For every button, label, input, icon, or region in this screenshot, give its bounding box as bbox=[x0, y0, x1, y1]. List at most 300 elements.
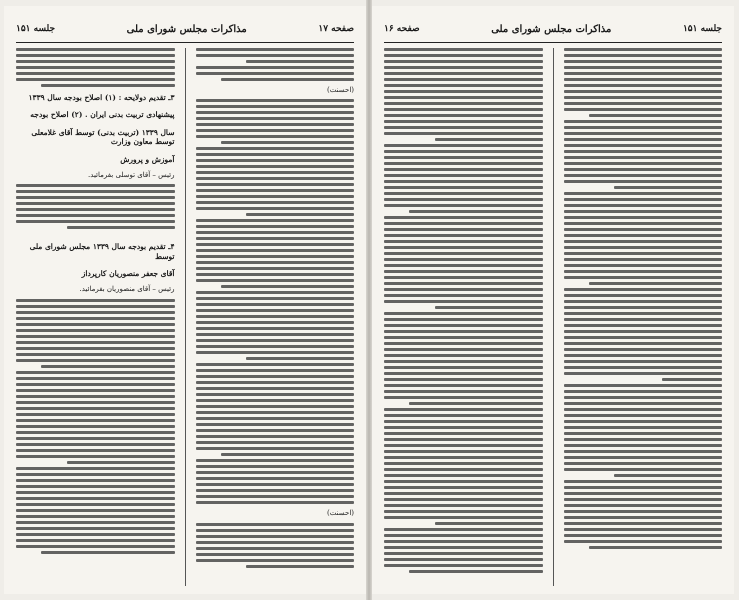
text-line bbox=[196, 541, 355, 544]
text-line bbox=[384, 168, 543, 171]
text-line bbox=[564, 456, 723, 459]
text-line bbox=[16, 539, 175, 542]
text-line bbox=[564, 534, 723, 537]
text-line bbox=[564, 486, 723, 489]
left-page-col-left bbox=[16, 48, 175, 586]
text-line bbox=[196, 111, 355, 114]
text-line bbox=[196, 405, 355, 408]
text-line bbox=[589, 546, 722, 549]
text-line bbox=[384, 132, 543, 135]
text-line bbox=[384, 480, 543, 483]
text-line bbox=[384, 462, 543, 465]
text-line bbox=[564, 252, 723, 255]
text-line bbox=[196, 279, 355, 282]
text-line bbox=[564, 54, 723, 57]
text-line bbox=[196, 147, 355, 150]
text-line bbox=[384, 504, 543, 507]
text-line bbox=[246, 357, 354, 360]
text-line bbox=[564, 240, 723, 243]
text-line bbox=[16, 60, 175, 63]
text-line bbox=[564, 450, 723, 453]
text-line bbox=[384, 510, 543, 513]
text-line bbox=[196, 477, 355, 480]
text-line bbox=[384, 246, 543, 249]
text-line bbox=[196, 54, 355, 57]
text-line bbox=[384, 156, 543, 159]
text-line bbox=[196, 423, 355, 426]
text-line bbox=[564, 48, 723, 51]
text-line bbox=[564, 468, 723, 471]
text-line bbox=[221, 285, 354, 288]
text-line bbox=[564, 444, 723, 447]
text-line bbox=[564, 96, 723, 99]
text-line bbox=[16, 455, 175, 458]
right-page bbox=[372, 6, 734, 594]
text-line bbox=[384, 90, 543, 93]
text-line bbox=[435, 522, 543, 525]
text-line bbox=[564, 360, 723, 363]
text-line bbox=[16, 335, 175, 338]
text-line bbox=[196, 225, 355, 228]
text-line bbox=[384, 162, 543, 165]
text-line bbox=[564, 180, 723, 183]
text-line bbox=[16, 533, 175, 536]
text-line bbox=[221, 453, 354, 456]
text-line bbox=[564, 408, 723, 411]
text-line bbox=[16, 66, 175, 69]
text-line bbox=[384, 534, 543, 537]
text-line bbox=[16, 389, 175, 392]
right-page-col-right bbox=[564, 48, 723, 586]
text-line bbox=[16, 48, 175, 51]
text-line bbox=[196, 129, 355, 132]
text-line bbox=[16, 413, 175, 416]
text-line bbox=[564, 540, 723, 543]
text-line bbox=[564, 516, 723, 519]
text-line bbox=[564, 372, 723, 375]
text-line bbox=[564, 102, 723, 105]
text-line bbox=[16, 317, 175, 320]
text-line bbox=[409, 210, 542, 213]
text-line bbox=[196, 529, 355, 532]
text-line bbox=[384, 378, 543, 381]
text-line bbox=[196, 255, 355, 258]
text-line bbox=[41, 551, 174, 554]
text-line bbox=[196, 249, 355, 252]
text-line bbox=[196, 183, 355, 186]
right-page-header bbox=[384, 20, 722, 38]
text-line bbox=[16, 383, 175, 386]
text-line bbox=[564, 288, 723, 291]
text-line bbox=[564, 156, 723, 159]
text-line bbox=[196, 381, 355, 384]
text-line bbox=[196, 399, 355, 402]
text-line bbox=[384, 336, 543, 339]
text-line bbox=[384, 174, 543, 177]
text-line bbox=[384, 216, 543, 219]
text-line bbox=[564, 78, 723, 81]
text-line bbox=[564, 294, 723, 297]
left-heading-5: ۴ـ تقدیم بودجه سال ۱۳۳۹ مجلس شورای ملی توسط bbox=[29, 242, 175, 261]
text-line bbox=[196, 465, 355, 468]
left-page bbox=[4, 6, 366, 594]
left-page-session: جلسه ۱۵۱ bbox=[16, 24, 56, 34]
text-line bbox=[564, 132, 723, 135]
text-line bbox=[384, 432, 543, 435]
left-heading-6: آقای جعفر منصوریان کارپرداز bbox=[81, 269, 175, 279]
text-line bbox=[564, 420, 723, 423]
text-line bbox=[196, 261, 355, 264]
text-line bbox=[196, 547, 355, 550]
text-line bbox=[16, 437, 175, 440]
text-line bbox=[384, 84, 543, 87]
text-line bbox=[384, 114, 543, 117]
text-line bbox=[16, 503, 175, 506]
text-line bbox=[196, 363, 355, 366]
text-line bbox=[384, 78, 543, 81]
text-line bbox=[196, 501, 355, 504]
text-line bbox=[435, 306, 543, 309]
text-line bbox=[246, 213, 354, 216]
text-line bbox=[16, 371, 175, 374]
text-line bbox=[196, 123, 355, 126]
left-page-col-right bbox=[196, 48, 355, 586]
text-line bbox=[384, 420, 543, 423]
text-line bbox=[196, 321, 355, 324]
text-line bbox=[16, 467, 175, 470]
text-line bbox=[384, 204, 543, 207]
text-line bbox=[384, 192, 543, 195]
text-line bbox=[196, 165, 355, 168]
text-line bbox=[384, 354, 543, 357]
left-heading-2: پیشنهادی تربیت بدنی ایران . (۲) اصلاح بودجه bbox=[30, 110, 175, 120]
text-line bbox=[196, 459, 355, 462]
text-line bbox=[16, 341, 175, 344]
text-line bbox=[16, 72, 175, 75]
text-line bbox=[16, 78, 175, 81]
text-line bbox=[384, 150, 543, 153]
left-page-header bbox=[16, 20, 354, 38]
text-line bbox=[16, 232, 175, 236]
text-line bbox=[564, 276, 723, 279]
text-line bbox=[384, 414, 543, 417]
text-line bbox=[564, 528, 723, 531]
text-line bbox=[196, 105, 355, 108]
right-page-number: صفحه ۱۶ bbox=[384, 24, 420, 34]
text-line bbox=[384, 324, 543, 327]
text-line bbox=[196, 471, 355, 474]
text-line bbox=[564, 216, 723, 219]
text-line bbox=[196, 333, 355, 336]
text-line bbox=[16, 190, 175, 193]
text-line bbox=[196, 553, 355, 556]
text-line bbox=[589, 114, 722, 117]
text-line bbox=[564, 498, 723, 501]
text-line bbox=[384, 126, 543, 129]
text-line bbox=[16, 359, 175, 362]
text-line bbox=[16, 449, 175, 452]
text-line bbox=[564, 60, 723, 63]
left-header-rule bbox=[16, 42, 354, 43]
text-line bbox=[196, 559, 355, 562]
text-line bbox=[16, 419, 175, 422]
text-line bbox=[384, 408, 543, 411]
text-line bbox=[564, 108, 723, 111]
text-line bbox=[564, 390, 723, 393]
right-page-session: جلسه ۱۵۱ bbox=[682, 24, 722, 34]
left-page-columns bbox=[16, 48, 354, 586]
left-column-divider bbox=[185, 48, 186, 586]
left-page-title: مذاکرات مجلس شورای ملی bbox=[126, 23, 247, 35]
text-line bbox=[16, 395, 175, 398]
text-line bbox=[384, 372, 543, 375]
text-line bbox=[614, 186, 722, 189]
text-line bbox=[16, 305, 175, 308]
text-line bbox=[196, 309, 355, 312]
text-line bbox=[196, 429, 355, 432]
text-line bbox=[384, 186, 543, 189]
right-page-col-left bbox=[384, 48, 543, 586]
text-line bbox=[564, 504, 723, 507]
text-line bbox=[564, 246, 723, 249]
text-line bbox=[384, 456, 543, 459]
text-line bbox=[384, 108, 543, 111]
text-line bbox=[564, 426, 723, 429]
text-line bbox=[16, 220, 175, 223]
text-line bbox=[384, 270, 543, 273]
text-line bbox=[564, 210, 723, 213]
text-line bbox=[196, 171, 355, 174]
text-line bbox=[16, 425, 175, 428]
text-line bbox=[564, 522, 723, 525]
text-line bbox=[16, 545, 175, 548]
text-line bbox=[384, 72, 543, 75]
text-line bbox=[564, 480, 723, 483]
text-line bbox=[564, 396, 723, 399]
right-page-title: مذاکرات مجلس شورای ملی bbox=[491, 23, 612, 35]
text-line bbox=[564, 366, 723, 369]
text-line bbox=[196, 117, 355, 120]
text-line bbox=[435, 138, 543, 141]
text-line bbox=[409, 570, 542, 573]
text-line bbox=[196, 72, 355, 75]
text-line bbox=[384, 276, 543, 279]
text-line bbox=[196, 303, 355, 306]
text-line bbox=[196, 441, 355, 444]
text-line bbox=[16, 353, 175, 356]
text-line bbox=[384, 426, 543, 429]
right-column-divider bbox=[553, 48, 554, 586]
left-page-number: صفحه ۱۷ bbox=[318, 24, 354, 34]
text-line bbox=[564, 150, 723, 153]
text-line bbox=[16, 202, 175, 205]
text-line bbox=[564, 300, 723, 303]
text-line bbox=[564, 492, 723, 495]
text-line bbox=[564, 138, 723, 141]
text-line bbox=[384, 234, 543, 237]
text-line bbox=[384, 240, 543, 243]
text-line bbox=[196, 231, 355, 234]
text-line bbox=[196, 315, 355, 318]
text-line bbox=[564, 438, 723, 441]
text-line bbox=[384, 390, 543, 393]
text-line bbox=[564, 384, 723, 387]
text-line bbox=[16, 473, 175, 476]
text-line bbox=[16, 443, 175, 446]
text-line bbox=[564, 402, 723, 405]
text-line bbox=[196, 267, 355, 270]
text-line bbox=[384, 312, 543, 315]
right-page-columns bbox=[384, 48, 722, 586]
text-line bbox=[564, 462, 723, 465]
text-line bbox=[564, 312, 723, 315]
text-line bbox=[564, 510, 723, 513]
text-line bbox=[196, 177, 355, 180]
text-line bbox=[384, 198, 543, 201]
text-line bbox=[564, 120, 723, 123]
text-line bbox=[246, 60, 354, 63]
text-line bbox=[196, 483, 355, 486]
text-line bbox=[384, 396, 543, 399]
text-line bbox=[384, 252, 543, 255]
text-line bbox=[16, 347, 175, 350]
text-line bbox=[564, 354, 723, 357]
text-line bbox=[564, 228, 723, 231]
text-line bbox=[384, 288, 543, 291]
text-line bbox=[564, 318, 723, 321]
text-line bbox=[564, 306, 723, 309]
text-line bbox=[384, 258, 543, 261]
text-line bbox=[564, 66, 723, 69]
text-line bbox=[564, 234, 723, 237]
text-line bbox=[196, 411, 355, 414]
text-line bbox=[196, 297, 355, 300]
text-line bbox=[564, 162, 723, 165]
text-line bbox=[196, 219, 355, 222]
text-line bbox=[564, 324, 723, 327]
left-col2-snippet-1: رئیس – آقای توسلی بفرمائید. bbox=[88, 170, 175, 179]
text-line bbox=[16, 377, 175, 380]
text-line bbox=[196, 369, 355, 372]
text-line bbox=[41, 365, 174, 368]
text-line bbox=[196, 327, 355, 330]
text-line bbox=[384, 486, 543, 489]
text-line bbox=[384, 468, 543, 471]
text-line bbox=[16, 485, 175, 488]
text-line bbox=[384, 498, 543, 501]
text-line bbox=[384, 330, 543, 333]
text-line bbox=[16, 527, 175, 530]
text-line bbox=[564, 198, 723, 201]
text-line bbox=[221, 78, 354, 81]
text-line bbox=[384, 360, 543, 363]
text-line bbox=[196, 345, 355, 348]
text-line bbox=[384, 450, 543, 453]
text-line bbox=[589, 282, 722, 285]
text-line bbox=[246, 565, 354, 568]
text-line bbox=[196, 387, 355, 390]
left-heading-4: آموزش و پرورش bbox=[120, 154, 175, 164]
text-line bbox=[196, 48, 355, 51]
text-line bbox=[16, 515, 175, 518]
text-line bbox=[384, 342, 543, 345]
text-line bbox=[67, 226, 175, 229]
text-line bbox=[384, 318, 543, 321]
text-line bbox=[384, 96, 543, 99]
text-line bbox=[564, 126, 723, 129]
text-line bbox=[384, 294, 543, 297]
text-line bbox=[196, 495, 355, 498]
text-line bbox=[16, 479, 175, 482]
text-line bbox=[564, 72, 723, 75]
text-line bbox=[16, 184, 175, 187]
text-line bbox=[384, 366, 543, 369]
text-line bbox=[16, 54, 175, 57]
text-line bbox=[384, 438, 543, 441]
left-col2-snippet-2: رئیس – آقای منصوریان بفرمائید. bbox=[79, 285, 175, 294]
text-line bbox=[196, 375, 355, 378]
text-line bbox=[384, 558, 543, 561]
left-col1-snippet-1: (احسنت) bbox=[327, 86, 354, 94]
text-line bbox=[384, 120, 543, 123]
text-line bbox=[196, 435, 355, 438]
text-line bbox=[384, 564, 543, 567]
text-line bbox=[196, 189, 355, 192]
text-line bbox=[196, 291, 355, 294]
text-line bbox=[196, 66, 355, 69]
text-line bbox=[384, 300, 543, 303]
text-line bbox=[16, 521, 175, 524]
text-line bbox=[16, 214, 175, 217]
text-line bbox=[384, 102, 543, 105]
text-line bbox=[662, 378, 722, 381]
text-line bbox=[16, 491, 175, 494]
text-line bbox=[564, 264, 723, 267]
text-line bbox=[614, 474, 722, 477]
text-line bbox=[196, 99, 355, 102]
text-line bbox=[564, 90, 723, 93]
text-line bbox=[196, 201, 355, 204]
text-line bbox=[196, 351, 355, 354]
text-line bbox=[196, 447, 355, 450]
text-line bbox=[16, 401, 175, 404]
text-line bbox=[564, 414, 723, 417]
text-line bbox=[384, 540, 543, 543]
text-line bbox=[16, 311, 175, 314]
text-line bbox=[196, 135, 355, 138]
text-line bbox=[196, 523, 355, 526]
text-line bbox=[564, 192, 723, 195]
text-line bbox=[384, 384, 543, 387]
text-line bbox=[16, 407, 175, 410]
text-line bbox=[384, 144, 543, 147]
text-line bbox=[196, 207, 355, 210]
text-line bbox=[196, 489, 355, 492]
left-col1-snippet-2: (احسنت) bbox=[327, 509, 354, 518]
text-line bbox=[196, 273, 355, 276]
text-line bbox=[384, 54, 543, 57]
text-line bbox=[196, 159, 355, 162]
text-line bbox=[384, 228, 543, 231]
text-line bbox=[196, 243, 355, 246]
text-line bbox=[16, 208, 175, 211]
text-line bbox=[384, 282, 543, 285]
text-line bbox=[16, 431, 175, 434]
text-line bbox=[384, 264, 543, 267]
text-line bbox=[196, 237, 355, 240]
text-line bbox=[564, 168, 723, 171]
text-line bbox=[564, 348, 723, 351]
